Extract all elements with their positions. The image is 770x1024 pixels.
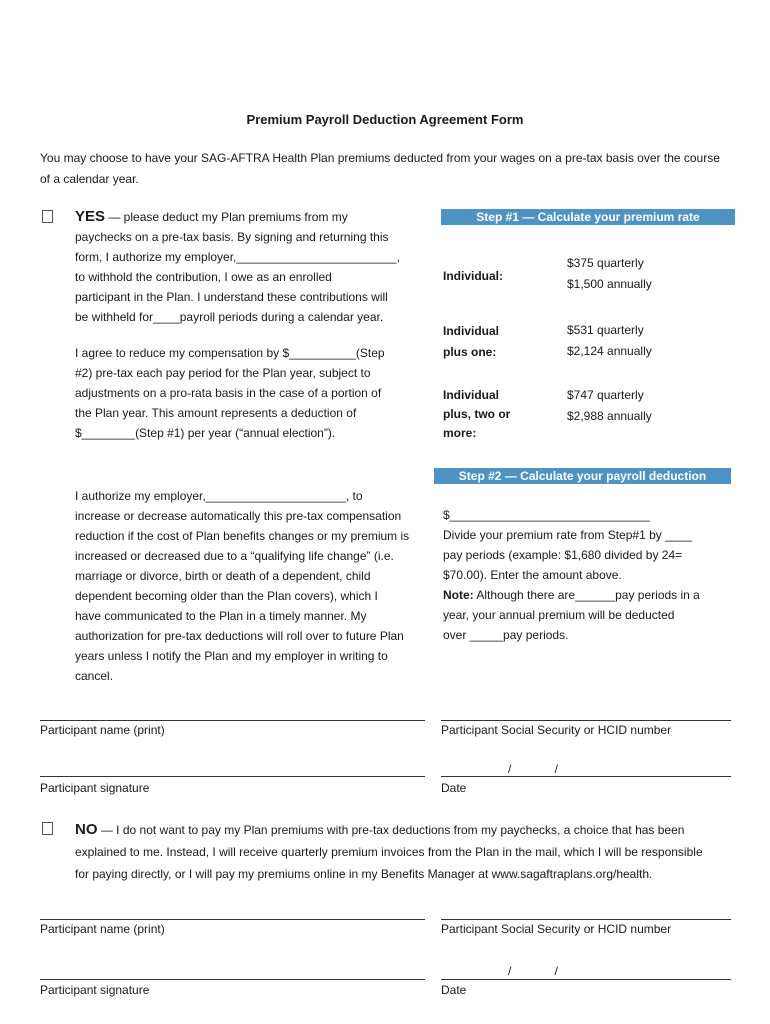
yes-line: marriage or divorce, birth or death of a dependent, child	[75, 569, 371, 583]
signature-line[interactable]	[40, 776, 425, 777]
no-paragraph	[75, 819, 745, 885]
rate-quarterly: $531 quarterly	[567, 323, 644, 337]
yes-heading: YES	[75, 208, 106, 225]
step2-banner: Step #2 — Calculate your payroll deduction	[434, 468, 731, 484]
yes-line: to withhold the contribution, I owe as an enrolled	[75, 270, 332, 284]
yes-line: cancel.	[75, 669, 114, 683]
yes-line: the Plan year. This amount represents a deduction of	[75, 406, 357, 420]
intro-text: You may choose to have your SAG-AFTRA Health Plan premiums deducted from your wages on a pre-tax basis over the course of a calendar year.	[40, 151, 720, 186]
yes-line: #2) pre-tax each pay period for the Plan year, subject to	[75, 366, 371, 380]
ssn-line[interactable]	[441, 720, 731, 721]
yes-line: form, I authorize my employer,________________________,	[75, 250, 400, 264]
yes-paragraph-3	[75, 486, 435, 686]
rate-label-line: Individual:	[443, 269, 503, 283]
yes-line: increase or decrease automatically this pre-tax compensation	[75, 509, 402, 523]
rate-quarterly: $747 quarterly	[567, 388, 644, 402]
date-label: Date	[441, 983, 467, 997]
yes-line: adjustments on a pro-rata basis in the case of a portion of	[75, 386, 382, 400]
yes-line: $________(Step #1) per year (“annual election”).	[75, 426, 336, 440]
step1-banner: Step #1 — Calculate your premium rate	[441, 209, 735, 225]
rate-label-line: plus one:	[443, 345, 497, 359]
date-slashes: / /	[508, 762, 559, 776]
rate-annual: $2,124 annually	[567, 344, 652, 358]
rate-amounts-individual	[567, 253, 652, 295]
yes-line: I agree to reduce my compensation by $__________(Step	[75, 346, 385, 360]
yes-line: be withheld for____payroll periods during a calendar year.	[75, 310, 384, 324]
step2-line: pay periods (example: $1,680 divided by 24=	[443, 548, 683, 562]
rate-label-line: more:	[443, 426, 477, 440]
yes-line: I authorize my employer,_____________________, to	[75, 489, 363, 503]
step2-line: Although there are______pay periods in a	[473, 588, 700, 602]
rate-quarterly: $375 quarterly	[567, 256, 644, 270]
name-label: Participant name (print)	[40, 922, 165, 936]
no-line: explained to me. Instead, I will receive quarterly premium invoices from the Plan in the mail, which I will be responsible	[75, 845, 703, 859]
note-label: Note:	[443, 588, 474, 602]
signature-label: Participant signature	[40, 983, 150, 997]
date-line[interactable]	[441, 979, 731, 980]
name-line[interactable]	[40, 919, 425, 920]
step2-line: over _____pay periods.	[443, 628, 569, 642]
rate-label-plus-two	[443, 386, 510, 443]
yes-line: increased or decreased due to a “qualifying life change” (i.e.	[75, 549, 394, 563]
rate-label-line: Individual	[443, 388, 500, 402]
step2-line: Divide your premium rate from Step#1 by ____	[443, 528, 692, 542]
date-label: Date	[441, 781, 467, 795]
yes-line: authorization for pre-tax deductions will roll over to future Plan	[75, 629, 404, 643]
yes-line: participant in the Plan. I understand these contributions will	[75, 290, 388, 304]
signature-label: Participant signature	[40, 781, 150, 795]
name-line[interactable]	[40, 720, 425, 721]
yes-paragraph-1	[75, 207, 435, 327]
rate-annual: $1,500 annually	[567, 277, 652, 291]
rate-label-line: plus, two or	[443, 407, 511, 421]
yes-line: reduction if the cost of Plan benefits changes or my premium is	[75, 529, 410, 543]
yes-paragraph-2	[75, 343, 435, 443]
date-line[interactable]	[441, 776, 731, 777]
form-title: Premium Payroll Deduction Agreement Form	[246, 112, 524, 127]
no-line: for paying directly, or I will pay my premiums online in my Benefits Manager at www.sagaftraplans.org/health.	[75, 867, 653, 881]
no-line: — I do not want to pay my Plan premiums with pre-tax deductions from my paychecks, a choice that has been	[97, 823, 685, 837]
yes-line: dependent becoming older than the Plan covers), which I	[75, 589, 378, 603]
ssn-label: Participant Social Security or HCID number	[441, 922, 672, 936]
yes-line: years unless I notify the Plan and my employer in writing to	[75, 649, 388, 663]
yes-checkbox[interactable]	[42, 210, 53, 223]
rate-annual: $2,988 annually	[567, 409, 652, 423]
rate-label-line: Individual	[443, 324, 500, 338]
rate-amounts-plus-two	[567, 385, 652, 427]
signature-line[interactable]	[40, 979, 425, 980]
yes-line: paychecks on a pre-tax basis. By signing and returning this	[75, 230, 389, 244]
yes-line: have communicated to the Plan in a timely manner. My	[75, 609, 367, 623]
rate-label-plus-one	[443, 321, 499, 363]
step2-text	[443, 505, 733, 645]
ssn-label: Participant Social Security or HCID number	[441, 723, 672, 737]
date-slashes: / /	[508, 964, 559, 978]
rate-label-individual	[443, 267, 503, 286]
ssn-line[interactable]	[441, 919, 731, 920]
rate-amounts-plus-one	[567, 320, 652, 362]
no-checkbox[interactable]	[42, 822, 53, 835]
yes-line: — please deduct my Plan premiums from my	[105, 210, 348, 224]
deduction-amount-field[interactable]: $______________________________	[443, 508, 650, 522]
no-heading: NO	[75, 821, 98, 838]
name-label: Participant name (print)	[40, 723, 165, 737]
step2-line: $70.00). Enter the amount above.	[443, 568, 622, 582]
step2-line: year, your annual premium will be deducted	[443, 608, 675, 622]
